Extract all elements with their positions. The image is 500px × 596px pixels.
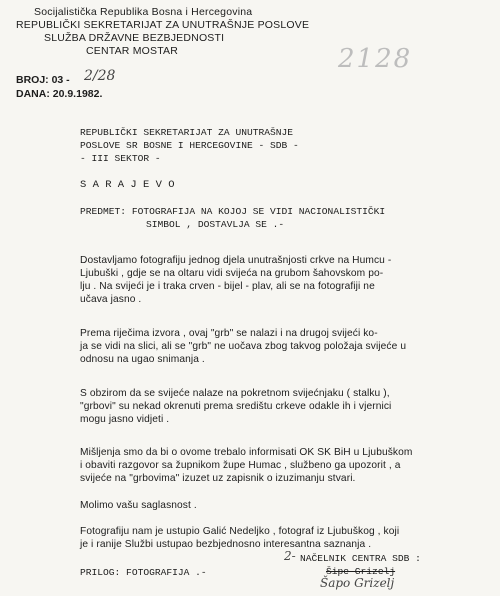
paragraph-4-line-1: Mišljenja smo da bi o ovome trebalo informisati OK SK BiH u Ljubuškom [80,447,413,458]
paragraph-1-line-4: učava jasno . [80,294,142,305]
paragraph-2-line-2: ja se vidi na slici, ali se "grb" ne uočava zbog takvog položaja svijeće u [80,341,407,352]
header-line-1: Socijalistička Republika Bosna i Hercegovina [34,6,253,18]
recipient-line-3: - III SEKTOR - [80,153,161,164]
header-line-3: SLUŽBA DRŽAVNE BEZBJEDNOSTI [44,32,225,44]
paragraph-2-line-1: Prema riječima izvora , ovaj "grb" se nalazi i na drugoj svijeći ko- [80,328,378,339]
recipient-line-1: REPUBLIČKI SEKRETARIJAT ZA UNUTRAŠNJE [80,127,294,138]
paragraph-6-line-1: Fotografiju nam je ustupio Galić Nedeljko , fotograf iz Ljubuškog , koji [80,526,400,537]
header-line-4: CENTAR MOSTAR [86,45,179,57]
attachment-line: PRILOG: FOTOGRAFIJA .- [80,567,207,578]
paragraph-1-line-3: lju . Na svijeći je i traka crven - bijel - plav, ali se na fotografiji ne [80,281,375,292]
paragraph-6-line-2: je i ranije Službi ustupao bezbjednosno interesantna saznanja . [80,539,372,550]
paragraph-2-line-3: odnosu na ugao snimanja . [80,354,205,365]
header-line-2: REPUBLIČKI SEKRETARIJAT ZA UNUTRAŠNJE POSLOVE [16,19,310,31]
signature-handwritten: Šapo Grizelj [320,576,395,590]
broj-label: BROJ: 03 - [16,74,70,86]
paragraph-1-line-1: Dostavljamo fotografiju jednog djela unutrašnjosti crkve na Humcu - [80,255,392,266]
recipient-line-2: POSLOVE SR BOSNE I HERCEGOVINE - SDB - [80,140,299,151]
paragraph-4-line-2: i obaviti razgovor sa župnikom župe Humac , službeno ga upozorit , a [80,460,401,471]
dana-label: DANA: 20.9.1982. [16,88,103,100]
subject-line-2: SIMBOL , DOSTAVLJA SE .- [146,219,285,230]
subject-line-1: PREDMET: FOTOGRAFIJA NA KOJOJ SE VIDI NACIONALISTIČKI [80,206,386,217]
signature-title: NAČELNIK CENTRA SDB : [300,553,421,564]
paragraph-3-line-1: S obzirom da se svijeće nalaze na pokretnom svijećnjaku ( stalku ), [80,388,390,399]
paragraph-3-line-3: mogu jasno vidjeti . [80,414,170,425]
signature-handwritten-prefix: 2- [284,549,296,563]
paragraph-4-line-3: svijeće na "grbovima" izuzet uz zapisnik o izuzimanju stvari. [80,473,356,484]
broj-handwritten: 2/28 [84,68,116,84]
signature-name: Šipe Grizelj [326,566,396,577]
paragraph-5-line-1: Molimo vašu saglasnost . [80,500,197,511]
stamp-number: 2128 [338,44,413,74]
paragraph-3-line-2: "grbovi" su nekad okrenuti prema središtu crkeve odakle ih i vjernici [80,401,392,412]
paragraph-1-line-2: Ljubuški , gdje se na oltaru vidi svijeća na grubom šahovskom po- [80,268,384,279]
city-line: S A R A J E V O [80,179,175,191]
